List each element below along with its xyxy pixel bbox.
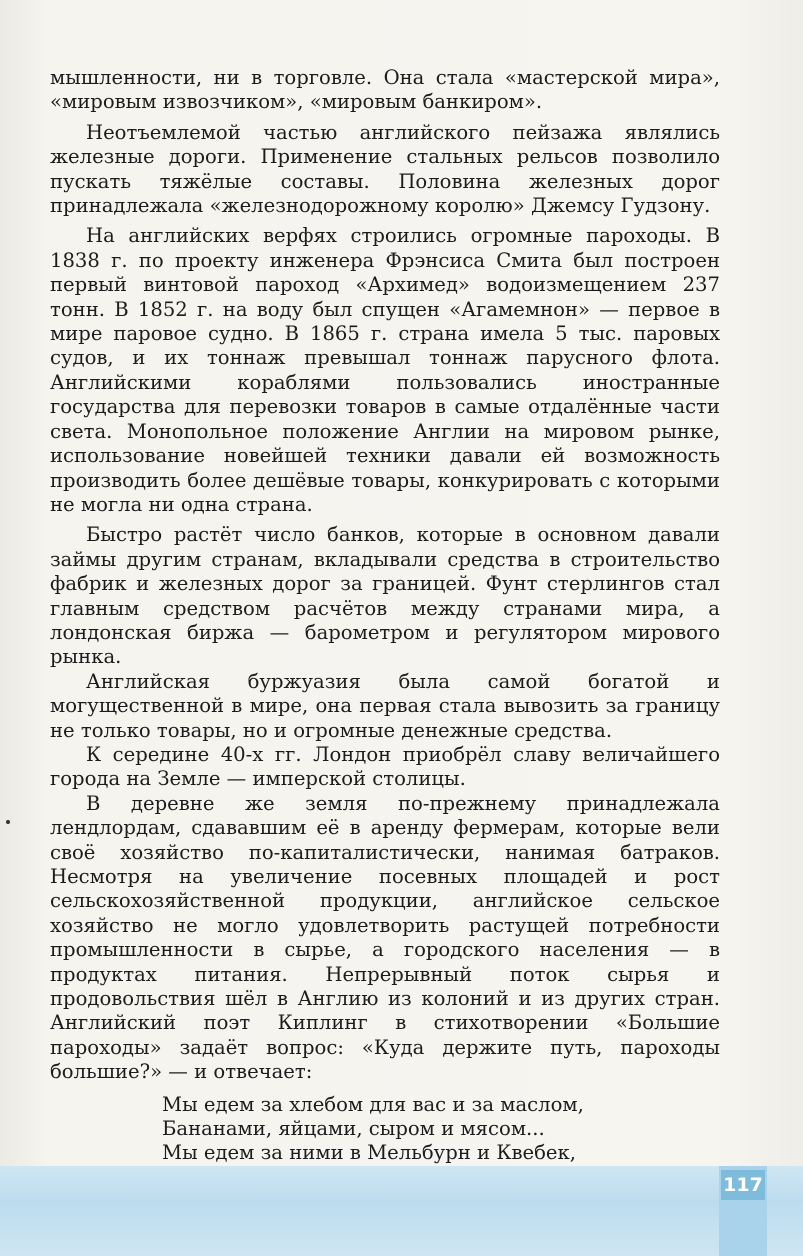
poem-line: Мы едем за хлебом для вас и за маслом,	[162, 1092, 584, 1116]
paragraph-bourgeoisie: Английская буржуазия была самой богатой и могущественной в мире, она первая стала вывозить за границу не только товары, но и огромные денежные средства.	[50, 669, 720, 742]
page-number: 117	[721, 1170, 765, 1200]
text-column	[50, 66, 720, 1247]
paragraph-village: В деревне же земля по-прежнему принадлежала лендлордам, сдававшим её в аренду фермерам, которые вели своё хозяйство по-капиталистически, нанимая батраков. Несмотря на увеличение посевных площадей и рост сельскохозяйственной продукции, английское сельское хозяйство не могло удовлетворить растущей потребности промышленности в сырье, а городского населения — в продуктах питания. Непрерывный поток сырья и продовольствия шёл в Англию из колоний и из других стран. Английский поэт Киплинг в стихотворении «Большие пароходы» задаёт вопрос: «Куда держите путь, пароходы большие?» — и отвечает:	[50, 791, 720, 1084]
paragraph-continuation: мышленности, ни в торговле. Она стала «мастерской мира», «мировым извозчиком», «мировым банкиром».	[50, 66, 720, 114]
paragraph-steamships: На английских верфях строились огромные пароходы. В 1838 г. по проекту инженера Фрэнсиса Смита был построен первый винтовой пароход «Архимед» водоизмещением 237 тонн. В 1852 г. на воду был спущен «Агамемнон» — первое в мире паровое судно. В 1865 г. страна имела 5 тыс. паровых судов, и их тоннаж превышал тоннаж парусного флота. Английскими кораблями пользовались иностранные государства для перевозки товаров в самые отдалённые части света. Монопольное положение Англии на мировом рынке, использование новейшей техники давали ей возможность производить более дешёвые товары, конкурировать с которыми не могла ни одна страна.	[50, 224, 720, 516]
paragraph-railways: Неотъемлемой частью английского пейзажа являлись железные дороги. Применение стальных рельсов позволило пускать тяжёлые составы. Половина железных дорог принадлежала «железнодорожному королю» Джемсу Гудзону.	[50, 120, 720, 218]
poem-line: Бананами, яйцами, сыром и мясом...	[162, 1117, 545, 1141]
paragraph-london: К середине 40-х гг. Лондон приобрёл славу величайшего города на Земле — имперской столицы.	[50, 742, 720, 791]
footer-band	[0, 1166, 803, 1256]
margin-mark	[6, 820, 10, 824]
paragraph-banks: Быстро растёт число банков, которые в основном давали займы другим странам, вкладывали средства в строительство фабрик и железных дорог за границей. Фунт стерлингов стал главным средством расчётов между странами мира, а лондонская биржа — барометром и регулятором мирового рынка.	[50, 523, 720, 669]
poem-line: Мы едем за ними в Мельбурн и Квебек,	[162, 1141, 576, 1165]
